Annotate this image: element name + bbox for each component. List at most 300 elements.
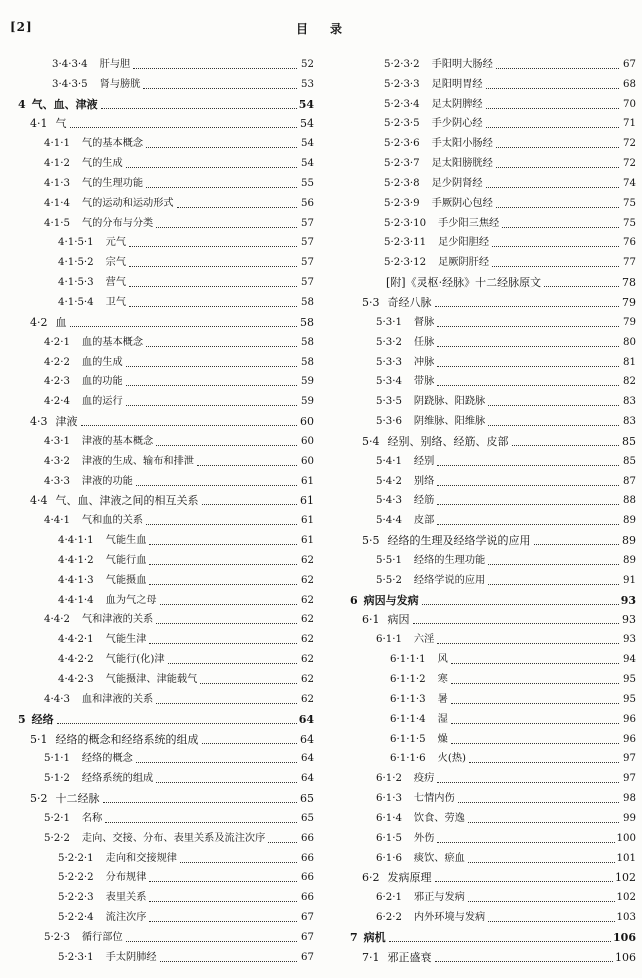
toc-entry[interactable] (6, 72, 314, 92)
toc-entry-number: 5·2·3·3 (384, 78, 420, 90)
dot-leader (468, 822, 619, 823)
toc-entry-title: 邪正与发病 (413, 892, 465, 904)
toc-entry-number: 6·2 (362, 871, 380, 885)
toc-entry-title: 气的分布与分类 (81, 217, 154, 229)
toc-entry-title: 阴跷脉、阳跷脉 (413, 396, 486, 408)
toc-entry-page: 102 (615, 871, 636, 885)
toc-entry-title: 气、血、津液之间的相互关系 (55, 494, 199, 508)
toc-entry-page: 62 (301, 634, 314, 646)
toc-entry-number: 4·3 (30, 415, 48, 429)
toc-entry-title: 经络系统的组成 (81, 773, 154, 785)
toc-entry-title: 手太阳小肠经 (431, 138, 493, 150)
toc-entry-number: 5·2·3 (44, 931, 70, 943)
toc-entry[interactable] (338, 72, 636, 92)
dot-leader (486, 127, 619, 128)
toc-entry-title: 气的运动和运动形式 (81, 197, 174, 209)
toc-entry-number: 5·3 (362, 295, 380, 309)
toc-entry[interactable] (338, 528, 636, 548)
toc-entry-title: 督脉 (413, 316, 435, 328)
toc-entry[interactable] (6, 350, 314, 370)
dot-leader (468, 862, 615, 863)
toc-entry-number: 6·1·6 (376, 852, 402, 864)
toc-entry-number: 6·1·1·1 (390, 654, 426, 666)
toc-entry-page: 60 (301, 435, 314, 447)
toc-entry-page: 95 (623, 674, 636, 685)
toc-entry-page: 64 (298, 712, 314, 726)
toc-entry-title: 气能摄津、津能载气 (105, 674, 198, 685)
toc-entry-number: 6·2·2 (376, 912, 402, 924)
toc-entry[interactable] (338, 846, 636, 866)
toc-entry-title: 气 (55, 117, 67, 131)
toc-entry[interactable] (6, 727, 314, 747)
dot-leader (451, 663, 619, 664)
toc-entry-number: 4·1·5·3 (58, 277, 94, 289)
toc-entry[interactable] (6, 389, 314, 409)
toc-entry-title: 气和血的关系 (81, 515, 144, 527)
dot-leader (488, 584, 619, 585)
toc-entry-number: 6·1·1·2 (390, 674, 426, 685)
toc-entry-number: 4·1·4 (44, 197, 70, 209)
toc-entry-number: 6 (350, 593, 358, 607)
toc-entry-number: 3·4·3·5 (52, 78, 88, 90)
dot-leader (496, 167, 619, 168)
toc-entry-title: 冲脉 (413, 356, 435, 368)
toc-entry[interactable] (6, 270, 314, 290)
toc-right-column (338, 52, 636, 965)
toc-entry-page: 58 (301, 356, 314, 368)
toc-entry-number: 5·2·3·1 (58, 951, 94, 963)
toc-entry[interactable] (338, 52, 636, 72)
dot-leader (437, 504, 619, 505)
dot-leader (413, 623, 620, 624)
toc-entry[interactable] (338, 171, 636, 191)
toc-entry-number: 5·2·2·2 (58, 872, 94, 884)
toc-left-column (6, 52, 314, 965)
toc-entry-page: 57 (301, 217, 314, 229)
dot-leader (149, 564, 297, 565)
dot-leader (149, 901, 297, 902)
toc-entry[interactable] (338, 112, 636, 132)
toc-entry-title: 足阳明胃经 (431, 78, 483, 90)
toc-entry[interactable] (338, 409, 636, 429)
toc-entry[interactable] (6, 786, 314, 806)
toc-entry-title: 津液的生成、输布和排泄 (81, 455, 194, 467)
dot-leader (202, 743, 298, 744)
toc-entry-number: 4·1·5·1 (58, 237, 94, 249)
toc-entry-number: 5·2·3·5 (384, 118, 420, 130)
toc-entry[interactable] (338, 786, 636, 806)
toc-entry-number: 4·1·5·2 (58, 257, 94, 269)
toc-entry-title: 经络的生理功能 (413, 554, 486, 566)
toc-entry-title: 手少阳三焦经 (438, 217, 500, 229)
dot-leader (57, 723, 297, 724)
dot-leader (133, 68, 297, 69)
toc-entry[interactable] (6, 846, 314, 866)
toc-entry[interactable] (6, 667, 314, 687)
toc-entry-page: 58 (300, 315, 314, 329)
toc-entry-number: 5·2·3·11 (384, 237, 427, 249)
toc-entry-number: 5·2·3·4 (384, 98, 420, 110)
dot-leader (437, 643, 619, 644)
toc-entry[interactable] (338, 627, 636, 647)
dot-leader (105, 822, 297, 823)
toc-entry-page: 62 (301, 674, 314, 685)
toc-entry[interactable] (6, 409, 314, 429)
dot-leader (146, 346, 297, 347)
dot-leader (149, 584, 297, 585)
toc-entry[interactable] (6, 608, 314, 628)
dot-leader (534, 544, 620, 545)
toc-entry-title: 手少阴心经 (431, 118, 483, 130)
toc-entry-page: 61 (300, 494, 314, 508)
dot-leader (177, 207, 297, 208)
toc-entry-page: 62 (301, 614, 314, 626)
toc-entry-title: 六淫 (413, 634, 435, 646)
toc-entry[interactable] (338, 92, 636, 112)
toc-entry[interactable] (6, 449, 314, 469)
toc-entry[interactable] (338, 231, 636, 251)
dot-leader (437, 385, 619, 386)
toc-entry-number: 4·3·3 (44, 475, 70, 487)
dot-leader (451, 683, 619, 684)
toc-entry[interactable] (338, 687, 636, 707)
toc-entry-page: 93 (622, 613, 636, 627)
toc-entry[interactable] (338, 885, 636, 905)
toc-entry-number: 5·4·2 (376, 475, 402, 487)
toc-entry[interactable] (6, 250, 314, 270)
toc-entry[interactable] (6, 766, 314, 786)
toc-entry-page: 96 (623, 713, 636, 725)
dot-leader (156, 227, 297, 228)
toc-entry[interactable] (338, 806, 636, 826)
toc-entry-number: 5·4·4 (376, 515, 402, 527)
toc-entry-title: 阴维脉、阳维脉 (413, 416, 486, 428)
toc-entry[interactable] (6, 290, 314, 310)
toc-entry-title: 痰饮、瘀血 (413, 852, 465, 864)
dot-leader (435, 306, 620, 307)
dot-leader (149, 643, 297, 644)
toc-entry[interactable] (6, 211, 314, 231)
toc-entry[interactable] (6, 310, 314, 330)
toc-entry[interactable] (338, 925, 636, 945)
toc-entry[interactable] (338, 151, 636, 171)
dot-leader (129, 266, 297, 267)
toc-entry-title: 气能行(化)津 (105, 654, 165, 666)
dot-leader (146, 524, 297, 525)
dot-leader (180, 862, 297, 863)
toc-entry[interactable] (6, 171, 314, 191)
dot-leader (156, 623, 297, 624)
dot-leader (488, 564, 619, 565)
toc-entry-number: 5·5·1 (376, 554, 402, 566)
toc-entry-title: 十二经脉 (55, 792, 100, 806)
dot-leader (126, 385, 297, 386)
toc-entry-title: 病机 (363, 930, 386, 944)
toc-entry-page: 54 (298, 97, 314, 111)
toc-entry-page: 53 (301, 78, 314, 90)
toc-entry-page: 66 (301, 872, 314, 884)
toc-entry-page: 99 (623, 812, 636, 824)
toc-entry[interactable] (338, 469, 636, 489)
toc-entry-title: 血 (55, 315, 67, 329)
toc-entry-page: 85 (623, 455, 636, 467)
toc-entry[interactable] (6, 747, 314, 767)
toc-entry-page: 65 (301, 812, 314, 824)
toc-entry-title: 足少阳胆经 (438, 237, 490, 249)
toc-entry[interactable] (6, 469, 314, 489)
toc-entry-page: 59 (301, 396, 314, 408)
dot-leader (197, 465, 297, 466)
toc-entry-page: 89 (622, 534, 636, 548)
toc-entry-title: 气的基本概念 (81, 138, 144, 150)
page-header (0, 0, 642, 46)
toc-entry-page: 102 (616, 892, 636, 904)
toc-entry-page: 89 (623, 515, 636, 527)
toc-entry[interactable] (338, 548, 636, 568)
toc-entry-title: 走向、交接、分布、表里关系及流注次序 (81, 832, 266, 844)
toc-entry-title: 别络 (413, 475, 435, 487)
dot-leader (451, 743, 619, 744)
toc-entry-page: 62 (301, 654, 314, 666)
toc-entry-number: 6·1·1·4 (390, 713, 426, 725)
toc-entry-number: 4·2·2 (44, 356, 70, 368)
toc-entry-title: 寒 (437, 674, 448, 685)
toc-entry[interactable] (6, 687, 314, 707)
toc-entry-page: 72 (623, 138, 636, 150)
toc-entry[interactable] (338, 568, 636, 588)
toc-entry-number: 4·4·2·1 (58, 634, 94, 646)
toc-entry-page: 67 (301, 912, 314, 924)
toc-entry-page: 106 (615, 950, 636, 964)
dot-leader (437, 346, 619, 347)
toc-entry-title: 奇经八脉 (387, 295, 432, 309)
toc-entry[interactable] (6, 826, 314, 846)
toc-entry-number: 5·2 (30, 792, 48, 806)
toc-entry-number: 4·1 (30, 117, 48, 131)
toc-entry[interactable] (338, 350, 636, 370)
toc-entry[interactable] (6, 548, 314, 568)
toc-entry[interactable] (338, 370, 636, 390)
toc-entry-number: 6·1·1·6 (390, 753, 426, 765)
toc-entry-number: 5·2·3·9 (384, 197, 420, 209)
toc-entry-title: 卫气 (105, 296, 127, 308)
dot-leader (160, 961, 297, 962)
toc-entry[interactable] (6, 508, 314, 528)
dot-leader (156, 703, 297, 704)
toc-entry[interactable] (338, 945, 636, 965)
toc-entry-number: 5·2·2·4 (58, 912, 94, 924)
toc-entry[interactable] (6, 528, 314, 548)
toc-entry[interactable] (338, 905, 636, 925)
toc-entry-page: 54 (300, 117, 314, 131)
toc-entry-title: 流注次序 (105, 912, 147, 924)
toc-entry-title: 暑 (437, 693, 448, 705)
toc-entry-page: 54 (301, 138, 314, 150)
toc-entry[interactable] (338, 389, 636, 409)
toc-entry-number: 4·1·1 (44, 138, 70, 150)
toc-entry[interactable] (6, 131, 314, 151)
toc-entry[interactable] (6, 370, 314, 390)
toc-entry-page: 62 (301, 574, 314, 586)
toc-entry[interactable] (338, 290, 636, 310)
toc-entry-title: 血的基本概念 (81, 336, 144, 348)
toc-entry-number: 5·1 (30, 732, 48, 746)
dot-leader (437, 524, 619, 525)
toc-entry[interactable] (6, 925, 314, 945)
toc-entry-page: 94 (623, 654, 636, 666)
toc-entry[interactable] (6, 588, 314, 608)
toc-entry-page: 61 (301, 515, 314, 527)
toc-entry[interactable] (6, 905, 314, 925)
toc-entry-number: 5·5 (362, 534, 380, 548)
toc-entry-page: 71 (623, 118, 636, 130)
toc-entry[interactable] (338, 330, 636, 350)
dot-leader (486, 108, 619, 109)
dot-leader (156, 782, 297, 783)
toc-entry-title: 津液 (55, 415, 78, 429)
toc-entry-page: 79 (622, 295, 636, 309)
dot-leader (129, 246, 297, 247)
toc-entry-number: 4·3·2 (44, 455, 70, 467)
dot-leader (126, 941, 297, 942)
toc-entry[interactable] (6, 647, 314, 667)
toc-entry-number: 5·4·1 (376, 455, 402, 467)
toc-entry[interactable] (6, 330, 314, 350)
toc-entry[interactable] (338, 707, 636, 727)
toc-entry[interactable] (338, 826, 636, 846)
toc-entry-number: 5·2·3·7 (384, 158, 420, 170)
toc-entry-number: 4·1·3 (44, 177, 70, 189)
toc-entry[interactable] (6, 945, 314, 965)
toc-entry[interactable] (338, 489, 636, 509)
toc-entry-number: 4·4·1·2 (58, 554, 94, 566)
toc-entry-page: 58 (301, 296, 314, 308)
toc-entry-number: 4·1·2 (44, 158, 70, 170)
toc-entry[interactable] (6, 806, 314, 826)
toc-entry[interactable] (338, 866, 636, 886)
toc-entry[interactable] (338, 270, 636, 290)
toc-entry[interactable] (338, 191, 636, 211)
toc-entry[interactable] (338, 766, 636, 786)
dot-leader (103, 802, 298, 803)
toc-entry[interactable] (338, 608, 636, 628)
dot-leader (70, 326, 298, 327)
toc-entry[interactable] (6, 707, 314, 727)
toc-entry[interactable] (338, 131, 636, 151)
toc-entry[interactable] (338, 647, 636, 667)
dot-leader (496, 68, 619, 69)
toc-entry[interactable] (338, 667, 636, 687)
toc-entry[interactable] (6, 866, 314, 886)
dot-leader (422, 604, 619, 605)
toc-entry[interactable] (6, 429, 314, 449)
toc-entry-page: 57 (301, 237, 314, 249)
toc-entry-title: 营气 (105, 277, 127, 289)
toc-entry-number: 5·2·2·3 (58, 892, 94, 904)
toc-entry-number: 4·4·2·2 (58, 654, 94, 666)
dot-leader (149, 544, 297, 545)
toc-entry-number: 6·1·4 (376, 812, 402, 824)
toc-entry[interactable] (338, 429, 636, 449)
dot-leader (146, 147, 297, 148)
dot-leader (70, 127, 298, 128)
toc-entry[interactable] (6, 52, 314, 72)
toc-entry-page: 72 (623, 158, 636, 170)
toc-entry[interactable] (338, 310, 636, 330)
dot-leader (268, 842, 297, 843)
dot-leader (202, 504, 298, 505)
dot-leader (136, 762, 297, 763)
toc-entry[interactable] (6, 92, 314, 112)
toc-entry-number: 4·4·1·4 (58, 594, 94, 606)
dot-leader (468, 901, 615, 902)
toc-entry-number: 5·3·6 (376, 416, 402, 428)
toc-entry-page: 54 (301, 158, 314, 170)
toc-entry[interactable] (338, 211, 636, 231)
toc-entry-title: 湿 (437, 713, 448, 725)
toc-entry-page: 82 (623, 376, 636, 388)
toc-entry-page: 67 (623, 58, 636, 70)
toc-entry-number: 5·3·2 (376, 336, 402, 348)
toc-entry-title: 经络的概念和经络系统的组成 (55, 732, 199, 746)
toc-entry[interactable] (6, 627, 314, 647)
toc-entry-page: 93 (620, 593, 636, 607)
toc-entry[interactable] (338, 449, 636, 469)
toc-entry-page: 60 (301, 455, 314, 467)
dot-leader (437, 326, 619, 327)
toc-entry[interactable] (6, 568, 314, 588)
dot-leader (136, 485, 297, 486)
dot-leader (143, 88, 297, 89)
toc-entry[interactable] (338, 727, 636, 747)
dot-leader (437, 842, 614, 843)
toc-entry[interactable] (6, 885, 314, 905)
toc-entry-title: 经别 (413, 455, 435, 467)
dot-leader (458, 802, 619, 803)
toc-entry-title: [附]《灵枢·经脉》十二经脉原文 (386, 276, 542, 290)
toc-entry-number: 4·1·5·4 (58, 296, 94, 308)
toc-entry[interactable] (338, 747, 636, 767)
toc-entry[interactable] (338, 508, 636, 528)
toc-entry[interactable] (338, 250, 636, 270)
toc-entry-page: 66 (301, 852, 314, 864)
toc-entry[interactable] (6, 489, 314, 509)
toc-entry[interactable] (338, 588, 636, 608)
toc-entry[interactable] (6, 191, 314, 211)
toc-entry-page: 95 (623, 693, 636, 705)
toc-entry-page: 64 (300, 732, 314, 746)
toc-entry-title: 风 (437, 654, 448, 666)
dot-leader (200, 683, 297, 684)
dot-leader (149, 921, 297, 922)
toc-entry-title: 经筋 (413, 495, 435, 507)
toc-entry-page: 81 (623, 356, 636, 368)
toc-entry[interactable] (6, 112, 314, 132)
dot-leader (451, 723, 619, 724)
toc-entry[interactable] (6, 231, 314, 251)
toc-entry-number: 5·2·3·6 (384, 138, 420, 150)
toc-entry-title: 火(热) (437, 753, 466, 765)
page-title: 目录 (296, 22, 365, 36)
toc-entry-title: 手厥阴心包经 (431, 197, 493, 209)
toc-entry-number: 6·1·5 (376, 832, 402, 844)
toc-entry[interactable] (6, 151, 314, 171)
toc-entry-page: 61 (301, 475, 314, 487)
toc-entry-number: 6·1 (362, 613, 380, 627)
toc-entry-title: 血和津液的关系 (81, 693, 154, 705)
dot-leader (496, 207, 619, 208)
toc-entry-number: 5 (18, 712, 26, 726)
